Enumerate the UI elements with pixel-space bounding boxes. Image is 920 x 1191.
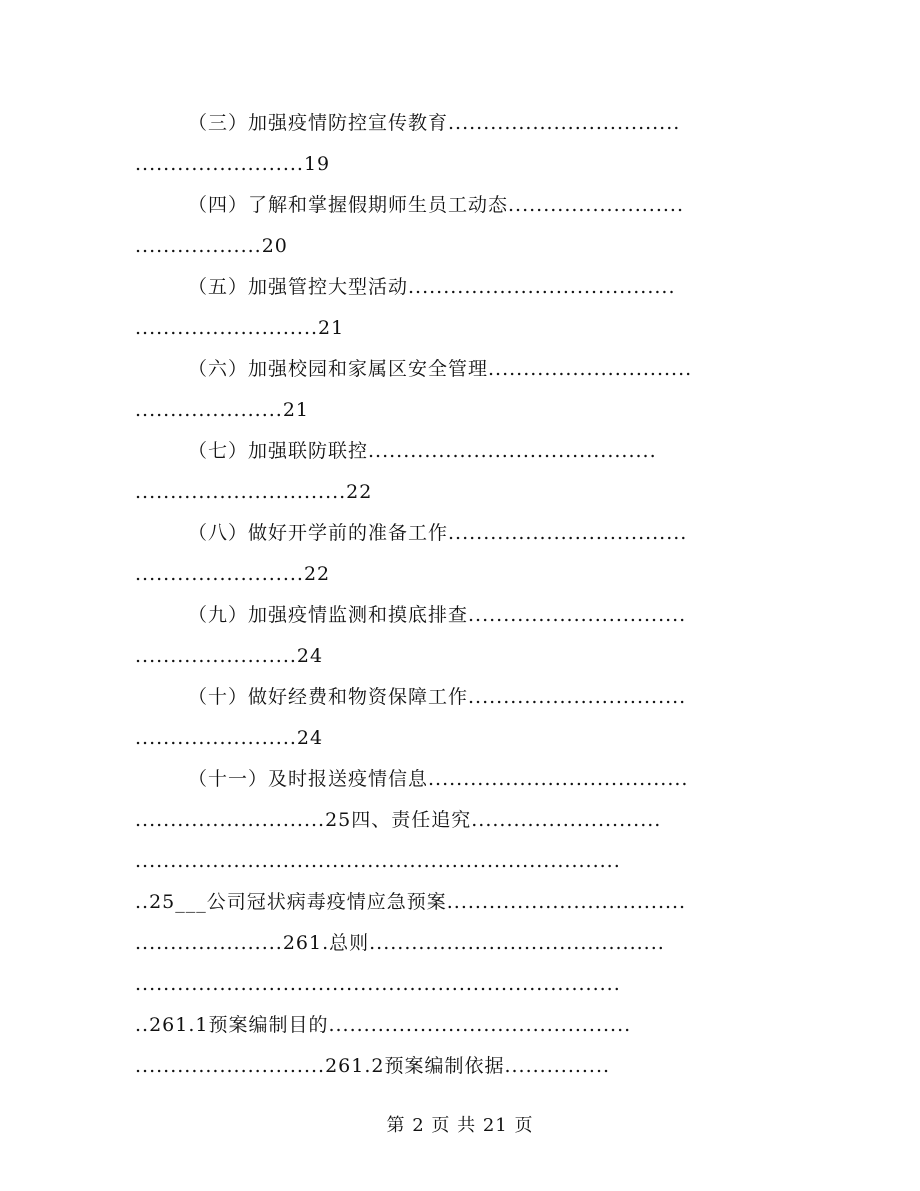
toc-entry-1-1-purpose: ..261.1预案编制目的...........................................	[135, 1014, 632, 1036]
toc-entry-8-title: （八）做好开学前的准备工作..................................	[188, 522, 688, 544]
toc-leader-line: .....................................................................	[135, 973, 621, 995]
toc-entry-plan-title: ..25___公司冠状病毒疫情应急预案..................................	[135, 891, 687, 913]
toc-entry-10-page: .......................24	[135, 727, 324, 749]
toc-entry-4-page: ..................20	[135, 235, 288, 257]
toc-entry-5-page: ..........................21	[135, 317, 345, 339]
toc-entry-11-title: （十一）及时报送疫情信息.....................................	[188, 768, 689, 790]
toc-entry-6-page: .....................21	[135, 399, 310, 421]
toc-entry-8-page: ........................22	[135, 563, 331, 585]
toc-entry-7-page: ..............................22	[135, 481, 373, 503]
toc-entry-3-page: ........................19	[135, 153, 331, 175]
page-number-footer: 第 2 页 共 21 页	[386, 1115, 534, 1136]
toc-leader-line: .....................................................................	[135, 850, 621, 872]
toc-entry-4-title: （四）了解和掌握假期师生员工动态.........................	[188, 194, 684, 216]
toc-entry-1-2-basis: ...........................261.2预案编制依据...............	[135, 1055, 611, 1077]
toc-entry-7-title: （七）加强联防联控.........................................	[188, 440, 657, 462]
toc-entry-3-title: （三）加强疫情防控宣传教育.................................	[188, 112, 681, 134]
toc-entry-6-title: （六）加强校园和家属区安全管理.............................	[188, 358, 693, 380]
toc-entry-general-principles: .....................261.总则..........................................	[135, 932, 665, 954]
toc-entry-11-page-and-section-4: ...........................25四、责任追究...........................	[135, 809, 662, 831]
toc-entry-9-title: （九）加强疫情监测和摸底排查...............................	[188, 604, 687, 626]
toc-entry-9-page: .......................24	[135, 645, 324, 667]
toc-entry-10-title: （十）做好经费和物资保障工作...............................	[188, 686, 687, 708]
toc-entry-5-title: （五）加强管控大型活动......................................	[188, 276, 676, 298]
